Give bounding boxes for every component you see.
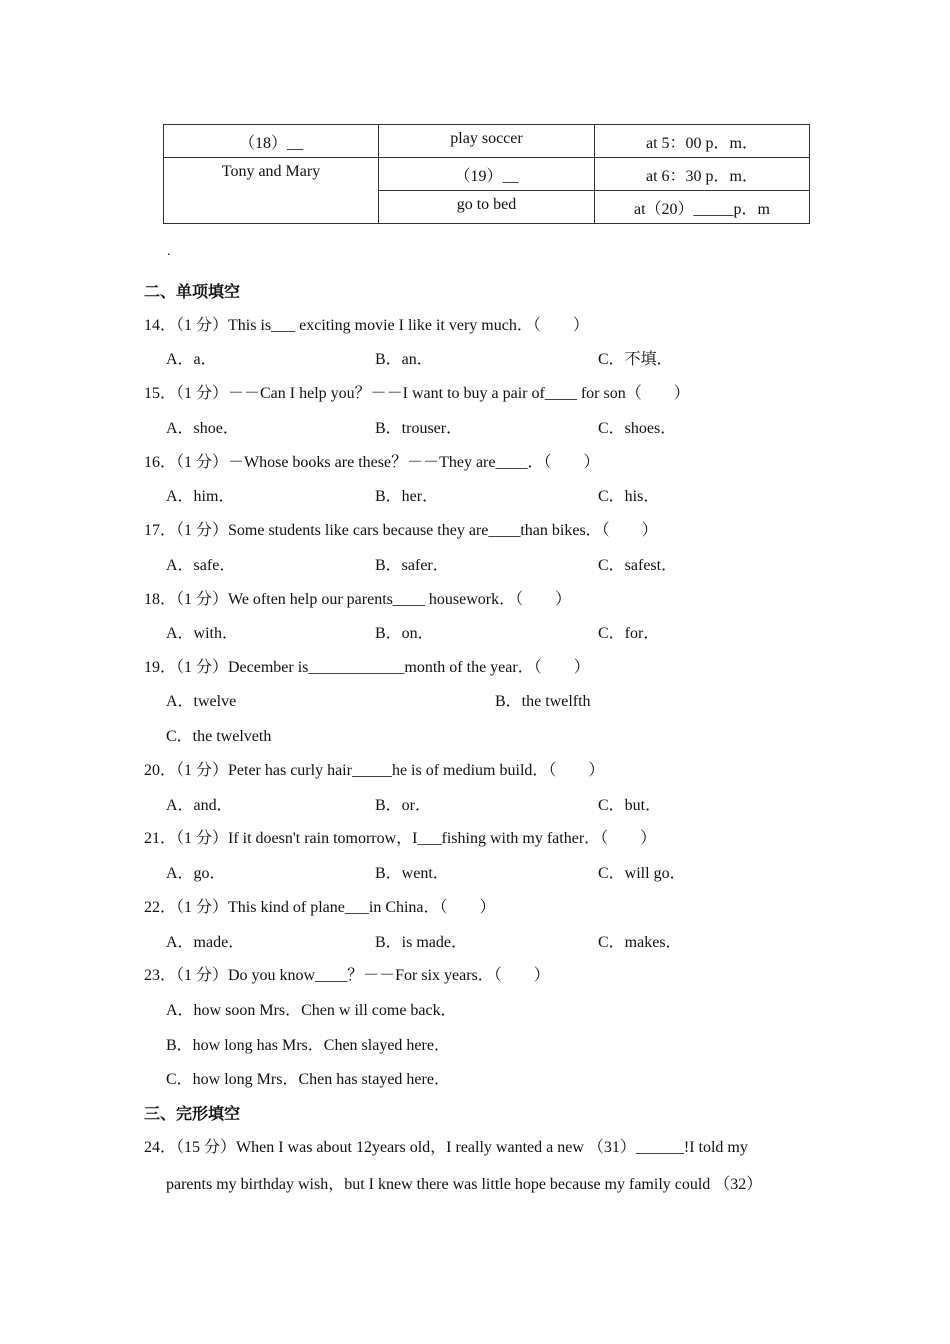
- question-16-option-b: B．her．: [375, 488, 439, 505]
- table-cell: （18）__: [164, 125, 379, 158]
- question-23-option-b: B．how long has Mrs．Chen slayed here．: [166, 1037, 450, 1054]
- question-15-stem: 15．（1 分）－－Can I help you？－－I want to buy a pair of____ for son（ ）: [144, 385, 690, 402]
- question-18-stem: 18．（1 分）We often help our parents____ housework．（ ）: [144, 591, 572, 608]
- table-cell: at（20）_____p．m: [595, 191, 810, 224]
- question-21-option-c: C．will go．: [598, 865, 686, 882]
- table-cell: （19）__: [379, 158, 595, 191]
- question-22-option-c: C．makes．: [598, 934, 682, 951]
- table-row: [164, 158, 810, 191]
- question-20-option-b: B．or．: [375, 797, 432, 814]
- question-23-option-c: C．how long Mrs．Chen has stayed here．: [166, 1071, 450, 1088]
- schedule-table: [163, 124, 810, 224]
- question-24-line-1: 24．（15 分）When I was about 12years old，I really wanted a new （31）______!I told my: [144, 1139, 748, 1156]
- question-21-stem: 21．（1 分）If it doesn't rain tomorrow，I___fishing with my father．（ ）: [144, 830, 657, 847]
- question-15-option-a: A．shoe．: [166, 420, 239, 437]
- question-14-option-c: C．不填．: [598, 351, 673, 368]
- question-21-option-a: A．go．: [166, 865, 226, 882]
- question-22-stem: 22．（1 分）This kind of plane___in China．（ ）: [144, 899, 496, 916]
- section-heading-3: 三、完形填空: [144, 1104, 241, 1123]
- question-24-line-2: parents my birthday wish，but I knew there was little hope because my family could （32）: [166, 1176, 763, 1193]
- question-19-option-b: B．the twelfth: [495, 693, 591, 710]
- question-14-option-b: B．an．: [375, 351, 433, 368]
- table-row: [164, 125, 810, 158]
- question-20-stem: 20．（1 分）Peter has curly hair_____he is of medium build．（ ）: [144, 762, 605, 779]
- question-17-option-a: A．safe．: [166, 557, 236, 574]
- table-cell: at 6：30 p．m．: [595, 158, 810, 191]
- table-cell: go to bed: [379, 191, 595, 224]
- table-cell: play soccer: [379, 125, 595, 158]
- question-18-option-c: C．for．: [598, 625, 660, 642]
- question-23-stem: 23．（1 分）Do you know____？－－For six years．（ ）: [144, 967, 550, 984]
- question-15-option-b: B．trouser．: [375, 420, 463, 437]
- question-22-option-a: A．made．: [166, 934, 245, 951]
- question-14-option-a: A．a．: [166, 351, 217, 368]
- question-16-stem: 16．（1 分）－Whose books are these？－－They are____．（ ）: [144, 454, 600, 471]
- question-17-stem: 17．（1 分）Some students like cars because they are____than bikes．（ ）: [144, 522, 658, 539]
- question-18-option-b: B．on．: [375, 625, 434, 642]
- question-16-option-c: C．his．: [598, 488, 660, 505]
- question-17-option-b: B．safer．: [375, 557, 449, 574]
- question-20-option-c: C．but．: [598, 797, 662, 814]
- question-19-option-a: A．twelve: [166, 693, 237, 710]
- question-18-option-a: A．with．: [166, 625, 239, 642]
- question-19-option-c: C．the twelveth: [166, 728, 272, 745]
- question-16-option-a: A．him．: [166, 488, 235, 505]
- question-21-option-b: B．went．: [375, 865, 449, 882]
- question-14-stem: 14．（1 分）This is___ exciting movie I like it very much．（ ）: [144, 317, 589, 334]
- section-heading-2: 二、单项填空: [144, 282, 241, 301]
- table-cell: Tony and Mary: [164, 158, 379, 224]
- question-19-stem: 19．（1 分）December is____________month of the year．（ ）: [144, 659, 590, 676]
- question-20-option-a: A．and．: [166, 797, 233, 814]
- question-15-option-c: C．shoes．: [598, 420, 677, 437]
- table-cell: at 5：00 p．m．: [595, 125, 810, 158]
- question-23-option-a: A．how soon Mrs．Chen w ill come back．: [166, 1002, 457, 1019]
- question-22-option-b: B．is made．: [375, 934, 467, 951]
- question-17-option-c: C．safest．: [598, 557, 678, 574]
- trailing-dot: .: [167, 244, 171, 259]
